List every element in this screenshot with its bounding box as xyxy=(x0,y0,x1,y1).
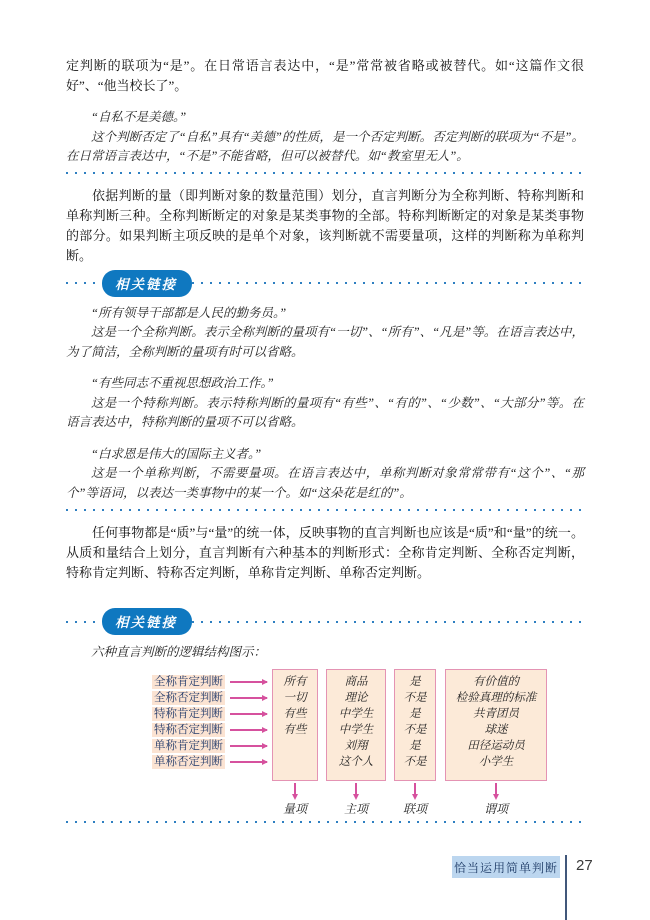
cell: 共青团员 xyxy=(473,708,519,720)
cell: 有些 xyxy=(283,724,307,736)
related-link-divider xyxy=(66,271,584,296)
cell: 田径运动员 xyxy=(467,740,525,752)
related-link-badge: 相关链接 xyxy=(102,270,192,297)
right-arrow-icon xyxy=(230,745,267,747)
judgment-type-row xyxy=(152,722,270,738)
judgment-type-label: 单称肯定判断 xyxy=(154,740,223,752)
related-link-divider xyxy=(66,609,584,634)
judgment-structure-diagram xyxy=(152,669,584,817)
dotted-segment xyxy=(66,621,102,623)
cell: 刘翔 xyxy=(344,740,368,752)
column-label: 主项 xyxy=(343,802,368,816)
section-title-tab: 恰当运用简单判断 xyxy=(452,856,560,878)
dotted-segment xyxy=(192,621,584,623)
subject-box xyxy=(326,669,386,781)
example-analysis: 这是一个单称判断，不需要量项。在语言表达中，单称判断对象常常带有“这个”、“那个”等语词，以表达一类事物中的某一个。如“这朵花是红的”。 xyxy=(66,466,584,500)
cell: 不是 xyxy=(403,756,427,768)
related-link-badge: 相关链接 xyxy=(102,608,192,635)
predicate-box xyxy=(445,669,547,781)
paragraph-continuation: 定判断的联项为“是”。在日常语言表达中，“是”常常被省略或被替代。如“这篇作文很好”、“他当校长了”。 xyxy=(66,58,584,93)
column-label: 谓项 xyxy=(483,802,508,816)
cell: 一切 xyxy=(283,692,307,704)
right-arrow-icon xyxy=(230,697,267,699)
paragraph-quality-quantity: 任何事物都是“质”与“量”的统一体，反映事物的直言判断也应该是“质”和“量”的统一。从质和量结合上划分，直言判断有六种基本的判断形式：全称肯定判断、全称否定判断，特称肯定判断、特称否定判断，单称肯定判断、单称否定判断。 xyxy=(66,525,584,580)
dotted-divider xyxy=(66,509,584,511)
cell: 小学生 xyxy=(478,756,514,768)
dotted-segment xyxy=(192,282,584,284)
copula-box xyxy=(394,669,436,781)
right-arrow-icon xyxy=(230,713,267,715)
example-quote: “白求恩是伟大的国际主义者。” xyxy=(91,446,262,461)
paragraph-quantity: 依据判断的量（即判断对象的数量范围）划分，直言判断分为全称判断、特称判断和单称判断三种。全称判断断定的对象是某类事物的全部。特称判断断定的对象是某类事物的部分。如果判断主项反映的是单个对象，该判断就不需要量项，这样的判断称为单称判断。 xyxy=(66,187,584,263)
example-quote: “有些同志不重视思想政治工作。” xyxy=(91,376,274,390)
judgment-type-row xyxy=(152,738,270,754)
judgment-type-row xyxy=(152,674,270,690)
judgment-type-label: 全称肯定判断 xyxy=(154,676,223,688)
cell: 中学生 xyxy=(338,708,374,720)
cell: 检验真理的标准 xyxy=(455,692,537,704)
link-example xyxy=(66,445,584,504)
quantifier-column xyxy=(272,669,318,817)
cell: 不是 xyxy=(403,692,427,704)
cell: 所有 xyxy=(283,676,307,688)
related-link-content xyxy=(66,304,584,504)
cell: 不是 xyxy=(403,724,427,736)
judgment-type-row xyxy=(152,754,270,770)
dotted-divider xyxy=(66,821,584,823)
diagram-main xyxy=(152,669,584,817)
cell: 球迷 xyxy=(484,724,508,736)
link-example xyxy=(66,374,584,433)
right-arrow-icon xyxy=(230,729,267,731)
judgment-type-row xyxy=(152,706,270,722)
judgment-type-label: 特称否定判断 xyxy=(154,724,223,736)
cell: 商品 xyxy=(344,676,368,688)
cell: 这个人 xyxy=(338,756,374,768)
page-content xyxy=(66,56,584,823)
example-analysis: 这个判断否定了“自私”具有“美德”的性质，是一个否定判断。否定判断的联项为“不是”。在日常语言表达中，“不是”不能省略，但可以被替代。如“教室里无人”。 xyxy=(66,129,584,163)
cell: 是 xyxy=(409,740,421,752)
judgment-type-label: 全称否定判断 xyxy=(154,692,223,704)
dotted-segment xyxy=(66,282,102,284)
down-arrow-icon xyxy=(414,783,416,794)
down-arrow-icon xyxy=(294,783,296,794)
diagram-caption: 六种直言判断的逻辑结构图示： xyxy=(91,645,267,659)
judgment-type-row xyxy=(152,690,270,706)
quantifier-box xyxy=(272,669,318,781)
example-analysis: 这是一个全称判断。表示全称判断的量项有“一切”、“所有”、“凡是”等。在语言表达中，为了简洁，全称判断的量项有时可以省略。 xyxy=(66,325,584,359)
cell: 是 xyxy=(409,676,421,688)
cell xyxy=(273,738,317,754)
example-analysis: 这是一个特称判断。表示特称判断的量项有“有些”、“有的”、“少数”、“大部分”等。在语言表达中，特称判断的量项不可以省略。 xyxy=(66,395,584,429)
page-number: 27 xyxy=(576,857,593,874)
example-negative-judgment xyxy=(66,108,584,167)
copula-column xyxy=(394,669,436,817)
example-quote: “自私不是美德。” xyxy=(91,110,187,124)
cell: 理论 xyxy=(344,692,368,704)
example-quote: “所有领导干部都是人民的勤务员。” xyxy=(91,305,287,320)
column-label: 量项 xyxy=(282,802,307,816)
down-arrow-icon xyxy=(355,783,357,794)
cell: 中学生 xyxy=(338,724,374,736)
judgment-type-label: 单称否定判断 xyxy=(154,756,223,768)
column-label: 联项 xyxy=(402,802,427,816)
dotted-divider xyxy=(66,172,584,174)
right-arrow-icon xyxy=(230,761,267,763)
cell: 是 xyxy=(409,708,421,720)
judgment-type-label: 特称肯定判断 xyxy=(154,708,223,720)
cell: 有些 xyxy=(283,708,307,720)
footer-divider-line xyxy=(565,855,567,920)
cell xyxy=(273,754,317,770)
subject-column xyxy=(326,669,386,817)
predicate-column xyxy=(445,669,547,817)
judgment-type-labels xyxy=(152,669,270,770)
link-example xyxy=(66,304,584,363)
cell: 有价值的 xyxy=(473,676,519,688)
down-arrow-icon xyxy=(495,783,497,794)
right-arrow-icon xyxy=(230,681,267,683)
